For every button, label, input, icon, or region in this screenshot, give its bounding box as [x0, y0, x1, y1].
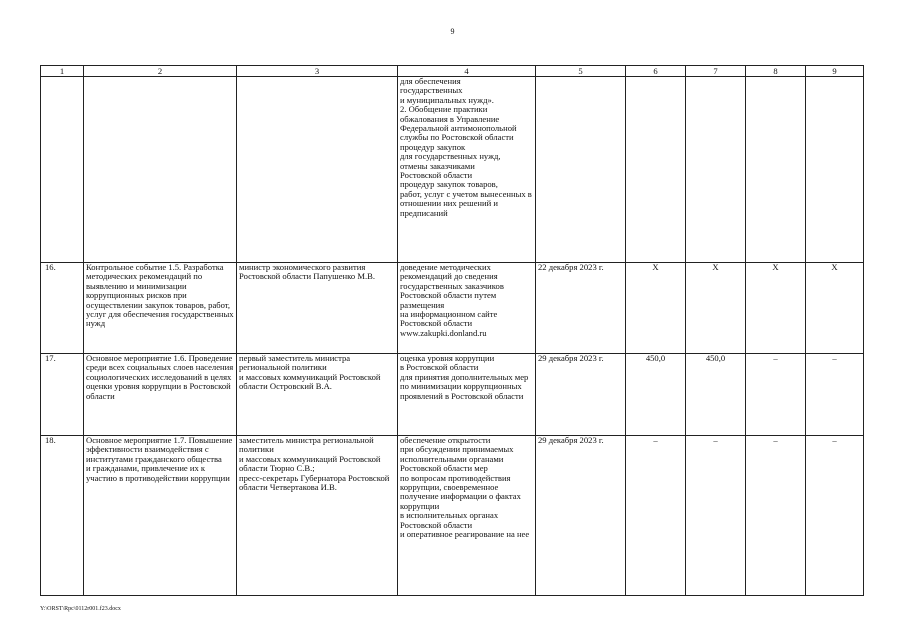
result-cell: доведение методических рекомендаций до сведения государственных заказчиков Ростовской области путем размещения на информационном сайте Ростовской области www.zakupki.donland.ru	[398, 263, 536, 354]
date-cell	[536, 77, 626, 263]
value-cell: –	[746, 354, 806, 436]
value-cell	[686, 77, 746, 263]
column-header: 5	[536, 66, 626, 77]
value-cell: 450,0	[626, 354, 686, 436]
date-cell: 29 декабря 2023 г.	[536, 354, 626, 436]
table-row	[41, 436, 864, 596]
value-cell: Х	[806, 263, 864, 354]
file-path-footer: Y:\ORST\Rpc\0112r001.f23.docx	[40, 606, 121, 612]
result-cell: оценка уровня коррупции в Ростовской области для принятия дополнительных мер по минимизации коррупционных проявлений в Ростовской области	[398, 354, 536, 436]
column-number-row	[41, 66, 864, 77]
value-cell: Х	[746, 263, 806, 354]
value-cell: –	[746, 436, 806, 596]
measure-cell: Основное мероприятие 1.7. Повышение эффективности взаимодействия с институтами гражданского общества и гражданами, привлечение их к участию в противодействии коррупции	[84, 436, 237, 596]
row-number: 18.	[41, 436, 84, 596]
measure-cell: Контрольное событие 1.5. Разработка методических рекомендаций по выявлению и минимизации коррупционных рисков при осуществлении закупок товаров, работ, услуг для обеспечения государственных нужд	[84, 263, 237, 354]
table-row	[41, 263, 864, 354]
value-cell: –	[686, 436, 746, 596]
column-header: 3	[237, 66, 398, 77]
column-header: 4	[398, 66, 536, 77]
column-header: 2	[84, 66, 237, 77]
column-header: 1	[41, 66, 84, 77]
column-header: 6	[626, 66, 686, 77]
row-number	[41, 77, 84, 263]
row-number: 17.	[41, 354, 84, 436]
value-cell: Х	[686, 263, 746, 354]
value-cell	[626, 77, 686, 263]
value-cell: –	[806, 354, 864, 436]
page-number: 9	[450, 27, 455, 36]
measures-table	[40, 65, 864, 596]
measure-cell	[84, 77, 237, 263]
column-header: 7	[686, 66, 746, 77]
responsible-cell	[237, 77, 398, 263]
value-cell: –	[626, 436, 686, 596]
responsible-cell: министр экономического развития Ростовской области Папушенко М.В.	[237, 263, 398, 354]
value-cell: 450,0	[686, 354, 746, 436]
result-cell: для обеспечения государственных и муниципальных нужд». 2. Обобщение практики обжалования в Управление Федеральной антимонопольной службы по Ростовской области процедур закупок для государственных нужд, отмены заказчиками Ростовской области процедур закупок товаров, работ, услуг с учетом вынесенных в отношении них решений и предписаний	[398, 77, 536, 263]
table-row	[41, 354, 864, 436]
responsible-cell: заместитель министра региональной политики и массовых коммуникаций Ростовской области Тюрнo С.В.; пресс-секретарь Губернатора Ростовской области Четвертакова И.В.	[237, 436, 398, 596]
value-cell: –	[806, 436, 864, 596]
responsible-cell: первый заместитель министра региональной политики и массовых коммуникаций Ростовской области Островский В.А.	[237, 354, 398, 436]
table-row	[41, 77, 864, 263]
date-cell: 22 декабря 2023 г.	[536, 263, 626, 354]
value-cell: Х	[626, 263, 686, 354]
value-cell	[806, 77, 864, 263]
column-header: 8	[746, 66, 806, 77]
result-cell: обеспечение открытости при обсуждении принимаемых исполнительными органами Ростовской области мер по вопросам противодействия коррупции, своевременное получение информации о фактах коррупции в исполнительных органах Ростовской области и оперативное реагирование на нее	[398, 436, 536, 596]
column-header: 9	[806, 66, 864, 77]
measure-cell: Основное мероприятие 1.6. Проведение среди всех социальных слоев населения социологических исследований в целях оценки уровня коррупции в Ростовской области	[84, 354, 237, 436]
value-cell	[746, 77, 806, 263]
date-cell: 29 декабря 2023 г.	[536, 436, 626, 596]
row-number: 16.	[41, 263, 84, 354]
